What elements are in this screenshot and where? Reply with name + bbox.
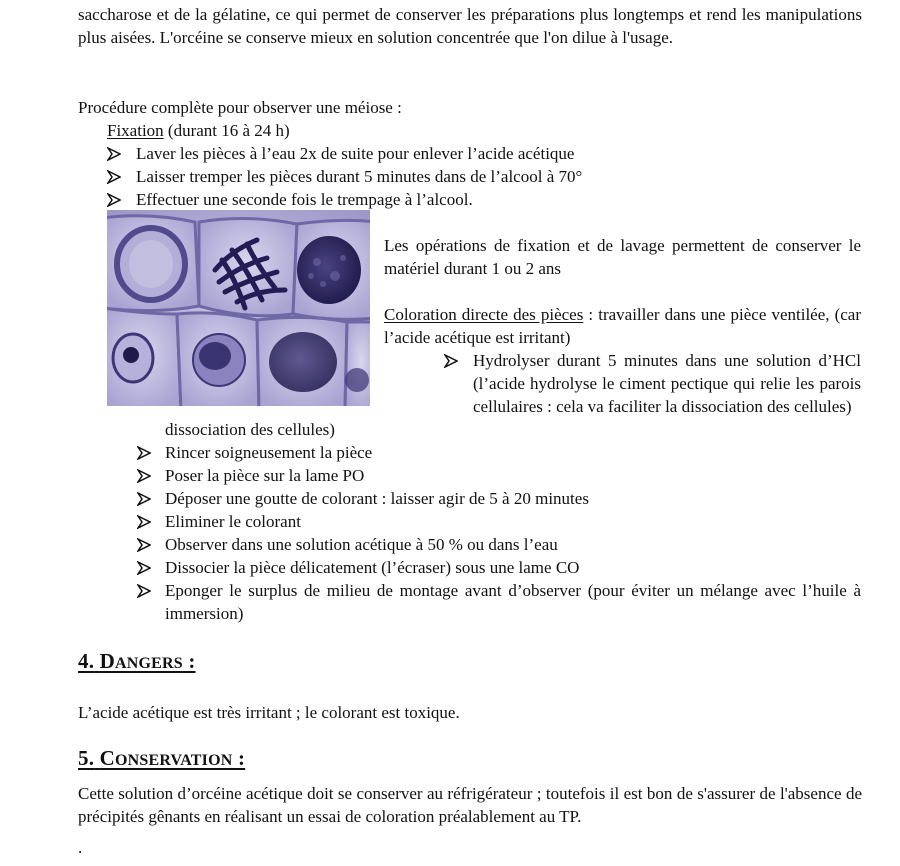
arrowhead-bullet-icon — [137, 469, 151, 483]
fixation-duration: (durant 16 à 24 h) — [163, 121, 290, 140]
arrowhead-bullet-icon — [137, 446, 151, 460]
list-item: Observer dans une solution acétique à 50 % ou dans l’eau — [137, 533, 530, 556]
section-conservation-title: 5. CONSERVATION : — [78, 746, 246, 770]
coloration-note: : travailler dans une pièce ventilée, (car l’acide acétique est irritant) — [384, 305, 861, 347]
fixation-line — [107, 119, 290, 142]
arrowhead-bullet-icon — [137, 492, 151, 506]
section-dangers-title: 4. DANGERS : — [78, 649, 196, 673]
section-conservation-text: Cette solution d’orcéine acétique doit se conserver au réfrigérateur ; toutefois il est bon de s'assurer de l'absence de précipités gênants en réalisant un essai de coloration préalablement au TP. — [78, 784, 862, 826]
arrowhead-bullet-icon — [137, 584, 151, 598]
list-item: Laver les pièces à l’eau 2x de suite pour enlever l’acide acétique — [107, 142, 545, 165]
arrowhead-bullet-icon — [137, 515, 151, 529]
arrowhead-bullet-icon — [107, 147, 121, 161]
arrowhead-bullet-icon — [137, 561, 151, 575]
list-item: Poser la pièce sur la lame PO — [137, 464, 336, 487]
list-item: Eponger le surplus de milieu de montage avant d’observer (pour éviter un mélange avec l’huile à immersion) — [137, 579, 861, 625]
coloration-paragraph — [384, 303, 861, 349]
hydrolyse-text: Hydrolyser durant 5 minutes dans une solution d’HCl (l’acide hydrolyse le ciment pectique qui relie les parois cellulaires : cela va faciliter la dissociation des cellules) — [473, 351, 861, 416]
trailing-mark: . — [78, 838, 83, 857]
arrowhead-bullet-icon — [107, 170, 121, 184]
section-dangers-text: L’acide acétique est très irritant ; le colorant est toxique. — [78, 703, 460, 722]
coloration-label: Coloration directe des pièces — [384, 305, 584, 324]
list-item: Laisser tremper les pièces durant 5 minutes dans de l’alcool à 70° — [107, 165, 553, 188]
list-item: Eliminer le colorant — [137, 510, 273, 533]
preservation-note: Les opérations de fixation et de lavage permettent de conserver le matériel durant 1 ou 2 ans — [384, 236, 861, 278]
list-item: Dissocier la pièce délicatement (l’écraser) sous une lame CO — [137, 556, 551, 579]
hydrolyse-step — [0, 349, 900, 419]
list-item: Effectuer une seconde fois le trempage à l’alcool. — [107, 188, 444, 211]
list-item: Déposer une goutte de colorant : laisser agir de 5 à 20 minutes — [137, 487, 561, 510]
list-item: Rincer soigneusement la pièce — [137, 441, 344, 464]
fixation-label: Fixation — [107, 121, 164, 140]
arrowhead-bullet-icon — [137, 538, 151, 552]
procedure-heading: Procédure complète pour observer une méiose : — [78, 98, 402, 117]
arrowhead-bullet-icon — [107, 193, 121, 207]
hydrolyse-continuation: dissociation des cellules) — [165, 420, 335, 439]
intro-paragraph: saccharose et de la gélatine, ce qui permet de conserver les préparations plus longtemps et rend les manipulations plus aisées. L'orcéine se conserve mieux en solution concentrée que l'on dilue à l'usage. — [78, 5, 862, 47]
